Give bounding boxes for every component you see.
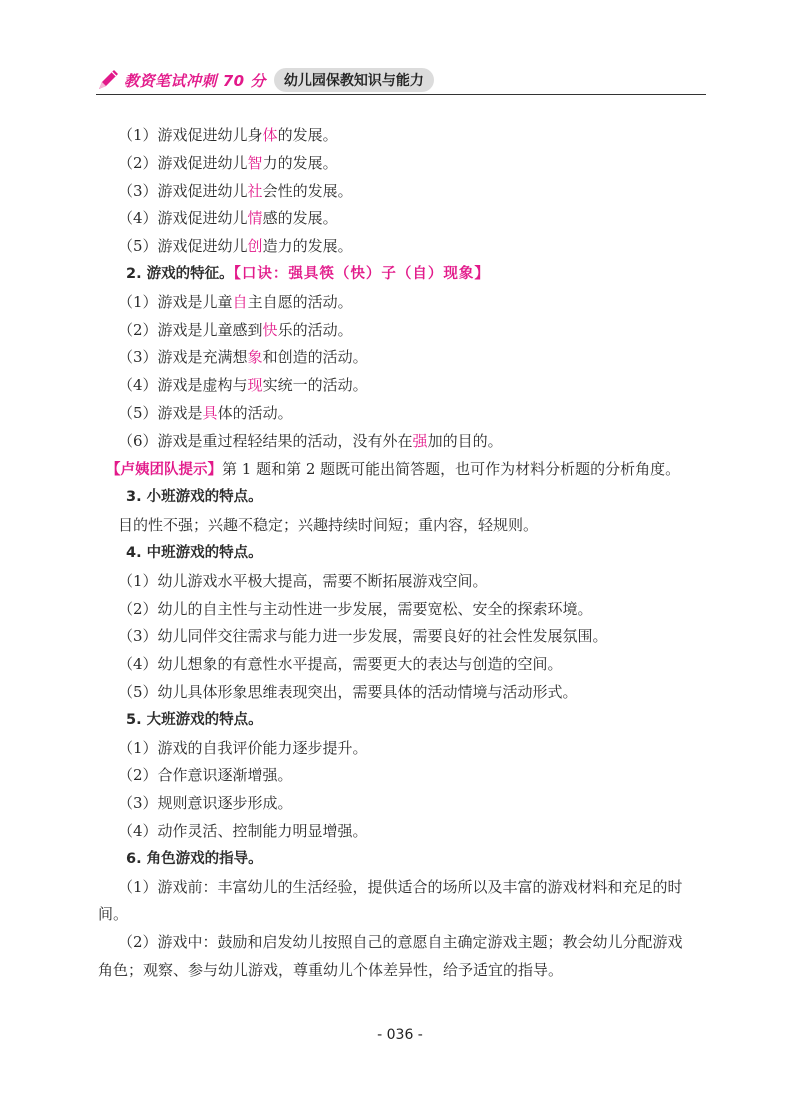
series-title: 教资笔试冲刺 70 分 — [124, 71, 266, 90]
header-divider — [96, 94, 706, 95]
list-item: （4）游戏是虚构与现实统一的活动。 — [118, 376, 368, 395]
list-item: （1）游戏是儿童自主自愿的活动。 — [118, 292, 353, 311]
list-item: （4）幼儿想象的有意性水平提高，需要更大的表达与创造的空间。 — [118, 655, 563, 674]
paragraph-line: 角色；观察、参与幼儿游戏，尊重幼儿个体差异性，给予适宜的指导。 — [98, 960, 564, 979]
list-item: （3）游戏是充满想象和创造的活动。 — [118, 348, 368, 367]
list-item: （5）游戏是具体的活动。 — [118, 403, 293, 422]
section-heading: 6. 角色游戏的指导。 — [126, 850, 263, 867]
page-header — [96, 66, 706, 94]
list-item: （3）规则意识逐步形成。 — [118, 794, 293, 813]
tip-text: 第 1 题和第 2 题既可能出简答题，也可作为材料分析题的分析角度。 — [222, 459, 681, 478]
section-heading: 2. 游戏的特征。【口诀：强具筷（快）子（自）现象】 — [126, 265, 490, 282]
list-item: （2）游戏促进幼儿智力的发展。 — [118, 153, 338, 172]
list-item: （5）游戏促进幼儿创造力的发展。 — [118, 237, 353, 256]
list-item: （6）游戏是重过程轻结果的活动，没有外在强加的目的。 — [118, 431, 503, 450]
tip-label: 【卢姨团队提示】 — [106, 461, 222, 478]
section-heading: 4. 中班游戏的特点。 — [126, 544, 263, 561]
mnemonic: 【口诀：强具筷（快）子（自）现象】 — [233, 265, 490, 282]
list-item: （2）游戏是儿童感到快乐的活动。 — [118, 320, 353, 339]
pencil-icon — [96, 68, 120, 92]
list-item: （4）游戏促进幼儿情感的发展。 — [118, 209, 338, 228]
list-item: （1）游戏促进幼儿身体的发展。 — [118, 126, 338, 144]
section-heading: 5. 大班游戏的特点。 — [126, 711, 263, 728]
page-number: - 036 - — [377, 1027, 423, 1043]
team-tip — [106, 456, 708, 485]
list-item: （4）动作灵活、控制能力明显增强。 — [118, 821, 368, 840]
page-content — [98, 122, 708, 985]
section-heading: 3. 小班游戏的特点。 — [126, 489, 263, 506]
list-item: （5）幼儿具体形象思维表现突出，需要具体的活动情境与活动形式。 — [118, 682, 578, 701]
paragraph-line: 间。 — [98, 905, 129, 924]
list-item: （1）幼儿游戏水平极大提高，需要不断拓展游戏空间。 — [118, 571, 488, 590]
list-item: （1）游戏的自我评价能力逐步提升。 — [118, 738, 368, 757]
list-item: （2）幼儿的自主性与主动性进一步发展，需要宽松、安全的探索环境。 — [118, 599, 593, 618]
subject-pill: 幼儿园保教知识与能力 — [274, 68, 434, 92]
paragraph: 目的性不强；兴趣不稳定；兴趣持续时间短；重内容，轻规则。 — [118, 516, 539, 535]
list-item: （2）合作意识逐渐增强。 — [118, 766, 293, 785]
paragraph-line: （2）游戏中：鼓励和启发幼儿按照自己的意愿自主确定游戏主题；教会幼儿分配游戏 — [118, 933, 683, 952]
list-item: （3）幼儿同伴交往需求与能力进一步发展，需要良好的社会性发展氛围。 — [118, 627, 608, 646]
list-item: （3）游戏促进幼儿社会性的发展。 — [118, 181, 353, 200]
paragraph-line: （1）游戏前：丰富幼儿的生活经验，提供适合的场所以及丰富的游戏材料和充足的时 — [118, 877, 683, 896]
